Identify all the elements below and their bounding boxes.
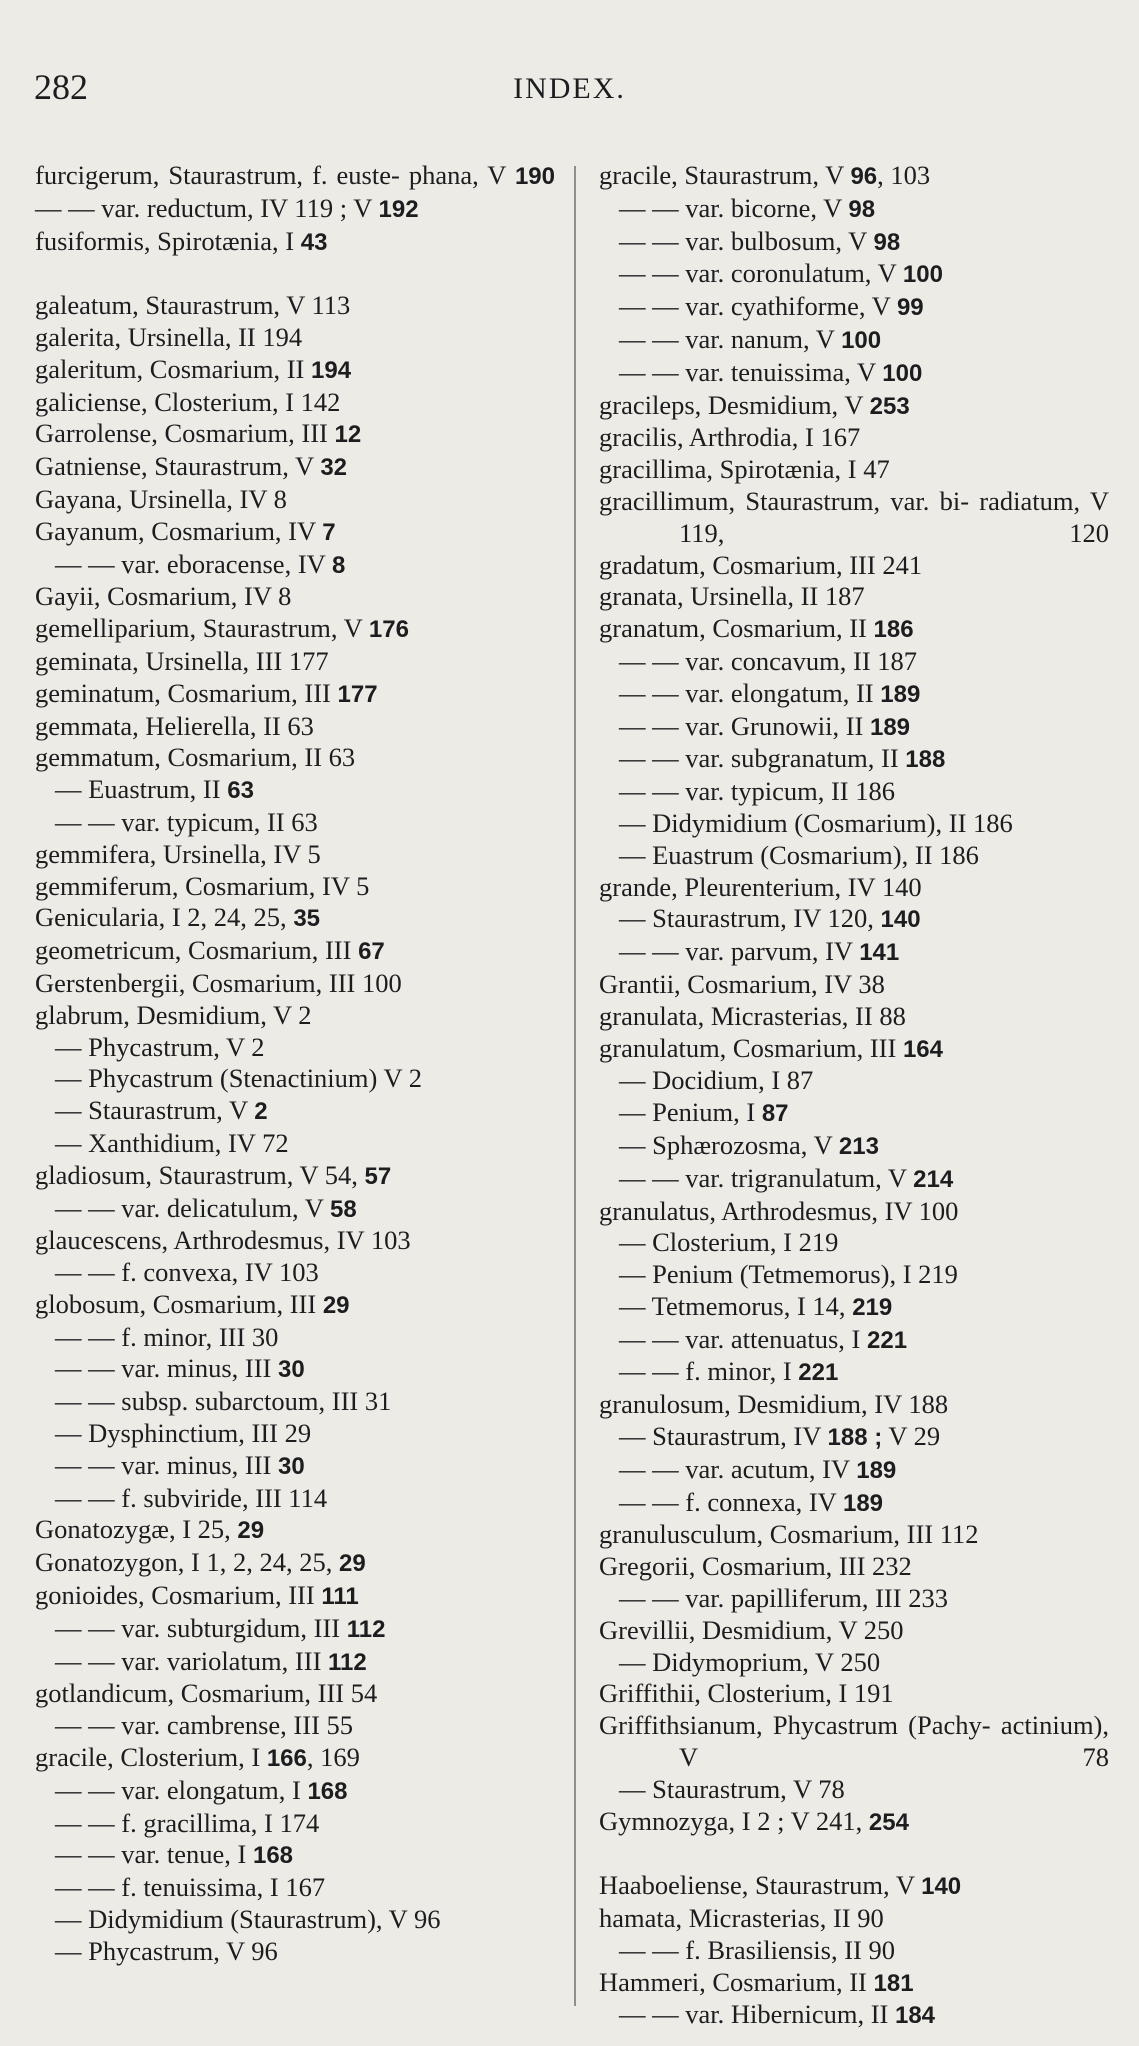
index-entry: [35, 418, 555, 451]
index-entry: [35, 1418, 555, 1450]
entry-text: — — var. attenuatus, I: [619, 1323, 868, 1354]
index-entry: [599, 808, 1109, 840]
index-entry: [35, 1322, 555, 1354]
entry-text: Griffithii, Closterium, I 191: [599, 1678, 894, 1709]
entry-bold-page: 58: [330, 1195, 357, 1223]
entry-text: galeatum, Staurastrum, V 113: [35, 290, 351, 321]
index-entry: [599, 872, 1109, 904]
entry-bold-page: 111: [321, 1583, 359, 1611]
index-entry: [35, 935, 555, 968]
entry-text: gracillimum, Staurastrum, var. bi-: [599, 485, 970, 516]
entry-bold-page: 112: [346, 1615, 386, 1643]
index-entry: [35, 1257, 555, 1289]
index-entry: [599, 613, 1109, 646]
index-entry: [599, 1519, 1109, 1551]
entry-text: — Phycastrum (Stenactinium) V 2: [55, 1063, 423, 1094]
index-entry: [599, 486, 1109, 550]
entry-text: granulusculum, Cosmarium, III 112: [599, 1519, 979, 1550]
entry-text: glabrum, Desmidium, V 2: [35, 999, 312, 1030]
entry-bold-page: 29: [322, 1291, 350, 1319]
entry-bold-page: 184: [894, 2002, 936, 2030]
entry-bold-page: 29: [237, 1517, 265, 1545]
index-entry: [599, 1487, 1109, 1520]
entry-text: — — var. Grunowii, II: [619, 710, 870, 741]
entry-text: gemmiferum, Cosmarium, IV 5: [35, 870, 370, 901]
index-entry: [35, 516, 555, 549]
index-entry: [35, 902, 555, 935]
entry-text: — — var. cyathiforme, V: [619, 291, 897, 322]
index-entry: [599, 291, 1109, 324]
entry-text: — Dysphinctium, III 29: [55, 1418, 312, 1449]
entry-text: — Phycastrum, V 96: [55, 1935, 278, 1966]
index-entry: [599, 1903, 1109, 1935]
index-entry: [35, 646, 555, 678]
index-entry: [35, 1483, 555, 1515]
index-entry: [599, 1324, 1109, 1357]
entry-bold-page: 166: [266, 1745, 307, 1773]
index-entry: [35, 1646, 555, 1679]
index-entry: [35, 581, 555, 613]
entry-text: — — var. reductum, IV 119 ; V: [35, 192, 372, 223]
entry-bold-page: 63: [227, 777, 254, 805]
entry-text: galeritum, Cosmarium, II: [35, 353, 311, 384]
index-entry: [35, 1450, 555, 1483]
index-entry: [599, 1421, 1109, 1454]
entry-text: Gatniense, Staurastrum, V: [35, 451, 321, 482]
entry-bold-page: 164: [902, 1035, 943, 1063]
entry-text: gracile, Closterium, I: [35, 1742, 267, 1773]
entry-bold-page: 100: [902, 261, 943, 289]
index-entry: [599, 1870, 1109, 1903]
entry-text: — — var. bulbosum, V: [619, 225, 874, 256]
entry-bold-page: 221: [867, 1326, 908, 1354]
entry-bold-page: 30: [278, 1356, 305, 1384]
index-entry: [599, 1097, 1109, 1130]
entry-text: Grantii, Cosmarium, IV 38: [599, 968, 885, 999]
entry-bold-page: 99: [896, 294, 924, 322]
index-entry: [35, 1742, 555, 1775]
entry-text: — Euastrum, II: [55, 774, 228, 805]
index-entry: [599, 390, 1109, 423]
index-entry: [35, 1872, 555, 1904]
entry-bold-page: 189: [880, 680, 921, 708]
index-entry: [35, 1000, 555, 1032]
index-entry: [35, 711, 555, 743]
entry-text: — — var. typicum, II 63: [55, 806, 318, 837]
entry-text: gracile, Staurastrum, V: [599, 160, 851, 190]
index-entry: [599, 1065, 1109, 1097]
entry-text: — Didymidium (Staurastrum), V 96: [55, 1904, 441, 1935]
left-column: [35, 160, 555, 1968]
entry-text: Gayana, Ursinella, IV 8: [35, 483, 287, 514]
entry-text: — — f. convexa, IV 103: [55, 1257, 319, 1288]
index-entry: [599, 1678, 1109, 1710]
entry-bold-page: 67: [358, 938, 385, 966]
entry-bold-page: 140: [921, 1873, 962, 1901]
entry-text: — — var. minus, III: [55, 1353, 279, 1384]
entry-bold-page: 189: [842, 1489, 884, 1517]
index-entry: [599, 1033, 1109, 1066]
index-entry: [599, 840, 1109, 872]
entry-text: fusiformis, Spirotænia, I: [35, 225, 301, 256]
entry-text-cont: phana, V: [408, 160, 515, 190]
index-entry: [599, 711, 1109, 744]
entry-text: — — var. minus, III: [55, 1449, 279, 1480]
entry-text: — — f. minor, I: [619, 1356, 799, 1387]
entry-text: Griffithsianum, Phycastrum (Pachy-: [599, 1710, 991, 1741]
index-entry: [599, 1196, 1109, 1228]
index-entry: [599, 1163, 1109, 1196]
entry-bold-page: 100: [882, 359, 923, 387]
index-entry: [599, 1967, 1109, 2000]
entry-text: Gonatozygæ, I 25,: [35, 1514, 238, 1545]
entry-text: gemmata, Helierella, II 63: [35, 710, 314, 741]
index-entry: [599, 1806, 1109, 1839]
index-entry: [35, 226, 555, 259]
index-entry: [599, 1774, 1109, 1806]
index-entry: [599, 160, 1109, 193]
entry-text: — — var. cambrense, III 55: [55, 1710, 354, 1741]
entry-text: gradatum, Cosmarium, III 241: [599, 549, 923, 580]
index-entry: [599, 646, 1109, 678]
entry-text: — — var. elongatum, II: [619, 677, 881, 708]
index-entry: [35, 1128, 555, 1160]
index-entry: [599, 1259, 1109, 1291]
entry-text: — — var. subturgidum, III: [55, 1612, 347, 1643]
entry-text: — — subsp. subarctoum, III 31: [55, 1386, 392, 1417]
entry-text: — — var. variolatum, III: [55, 1645, 329, 1676]
entry-text-cont: actinium), V 78: [679, 1710, 1110, 1773]
index-entry: [599, 1389, 1109, 1421]
entry-text: — — var. coronulatum, V: [619, 258, 903, 289]
index-entry: [35, 1547, 555, 1580]
entry-bold-page: 43: [300, 228, 328, 256]
entry-bold-page: 192: [378, 195, 419, 223]
index-entry: [599, 1227, 1109, 1259]
index-entry: [35, 839, 555, 871]
entry-bold-page: 189: [856, 1456, 897, 1484]
index-entry: [35, 678, 555, 711]
entry-text: globosum, Cosmarium, III: [35, 1288, 323, 1319]
index-entry: [35, 290, 555, 322]
entry-text: galiciense, Closterium, I 142: [35, 386, 341, 417]
entry-bold-page: 188 ;: [827, 1424, 883, 1452]
entry-text: Genicularia, I 2, 24, 25,: [35, 902, 294, 933]
index-entry: [35, 1063, 555, 1095]
index-entry: [35, 1514, 555, 1547]
entry-text: Haaboeliense, Staurastrum, V: [599, 1870, 922, 1901]
entry-text: gonioides, Cosmarium, III: [35, 1580, 322, 1611]
running-head: INDEX.: [513, 72, 626, 105]
index-entry: [35, 613, 555, 646]
entry-text-cont: radiatum, V 119, 120: [679, 485, 1109, 548]
entry-text: — — f. gracillima, I 174: [55, 1807, 320, 1838]
entry-bold-page: 177: [337, 680, 378, 708]
index-entry: [599, 1647, 1109, 1679]
entry-bold-page: 254: [868, 1808, 909, 1836]
page-number: 282: [34, 67, 88, 107]
entry-text: — — f. Brasiliensis, II 90: [619, 1934, 896, 1965]
entry-text: — — var. concavum, II 187: [619, 645, 918, 676]
entry-text: — — var. tenuissima, V: [619, 356, 883, 387]
entry-text: Gerstenbergii, Cosmarium, III 100: [35, 967, 402, 998]
entry-text: geminatum, Cosmarium, III: [35, 677, 338, 708]
entry-bold-page: 7: [322, 518, 336, 546]
index-entry: [599, 357, 1109, 390]
entry-text: gemelliparium, Staurastrum, V: [35, 613, 369, 644]
index-entry: [599, 1001, 1109, 1033]
entry-text: Gayii, Cosmarium, IV 8: [35, 581, 292, 612]
entry-bold-page: 221: [798, 1359, 839, 1387]
entry-text: granata, Ursinella, II 187: [599, 581, 865, 612]
entry-text: — Staurastrum, IV: [619, 1421, 828, 1452]
entry-bold-page: 30: [278, 1452, 305, 1480]
entry-text: Gayanum, Cosmarium, IV: [35, 515, 323, 546]
index-entry: [35, 1160, 555, 1193]
entry-text: granulata, Micrasterias, II 88: [599, 1000, 906, 1031]
index-entry: [35, 1710, 555, 1742]
entry-text: furcigerum, Staurastrum, f. euste-: [35, 160, 400, 190]
entry-text: — Sphærozosma, V: [619, 1129, 839, 1160]
entry-text: gemmatum, Cosmarium, II 63: [35, 742, 356, 773]
column-divider: [574, 166, 576, 2006]
entry-bold-page: 141: [859, 939, 900, 967]
entry-text: — — var. subgranatum, II: [619, 743, 906, 774]
entry-bold-page: 8: [331, 551, 346, 579]
entry-text: Garrolense, Cosmarium, III: [35, 418, 335, 449]
entry-text: gotlandicum, Cosmarium, III 54: [35, 1678, 378, 1709]
entry-text: geometricum, Cosmarium, III: [35, 935, 359, 966]
entry-bold-page: 35: [293, 905, 321, 933]
entry-text: — — var. parvum, IV: [619, 936, 860, 967]
entry-text: gracilis, Arthrodia, I 167: [599, 422, 861, 453]
index-entry: [35, 1678, 555, 1710]
entry-text: — — var. trigranulatum, V: [619, 1162, 914, 1193]
index-entry: [599, 324, 1109, 357]
index-entry: [599, 1710, 1109, 1774]
entry-text: Gregorii, Cosmarium, III 232: [599, 1551, 912, 1582]
entry-text: galerita, Ursinella, II 194: [35, 321, 303, 352]
index-entry: [599, 1454, 1109, 1487]
entry-text: grande, Pleurenterium, IV 140: [599, 871, 922, 902]
entry-text: — — var. typicum, II 186: [619, 776, 895, 807]
index-entry: [35, 1904, 555, 1936]
index-entry: [35, 354, 555, 387]
entry-bold-page: 29: [338, 1550, 366, 1578]
entry-text: — Staurastrum, V 78: [619, 1773, 845, 1804]
index-entry: [35, 871, 555, 903]
entry-text: geminata, Ursinella, III 177: [35, 645, 329, 676]
entry-text: Hammeri, Cosmarium, II: [599, 1966, 874, 1997]
index-entry: [35, 1353, 555, 1386]
entry-text: Grevillii, Desmidium, V 250: [599, 1614, 904, 1645]
index-entry: [35, 1808, 555, 1840]
entry-text: gladiosum, Staurastrum, V 54,: [35, 1159, 365, 1190]
index-entry: [599, 969, 1109, 1001]
entry-text: Gymnozyga, I 2 ; V 241,: [599, 1805, 869, 1836]
index-entry: [599, 776, 1109, 808]
entry-text-after: V 29: [882, 1421, 941, 1452]
index-entry: [35, 1289, 555, 1322]
entry-text: — — f. connexa, IV: [619, 1486, 843, 1517]
index-entry: [599, 903, 1109, 936]
index-entry: [599, 1999, 1109, 2032]
entry-text: — — var. papilliferum, III 233: [619, 1583, 948, 1614]
entry-text: — — var. nanum, V: [619, 323, 842, 354]
index-entry: [35, 322, 555, 354]
entry-text: — — var. eboracense, IV: [55, 548, 332, 579]
entry-text: — Staurastrum, IV 120,: [619, 903, 881, 934]
index-entry: [35, 484, 555, 516]
entry-bold-page: 32: [320, 454, 348, 482]
index-entry: [35, 549, 555, 582]
entry-text: glaucescens, Arthrodesmus, IV 103: [35, 1225, 411, 1256]
entry-text: — — f. subviride, III 114: [55, 1482, 328, 1513]
index-entry: [599, 1291, 1109, 1324]
index-entry: [599, 1356, 1109, 1389]
index-entry: [35, 807, 555, 839]
entry-bold-page: 140: [880, 906, 921, 934]
index-entry: [599, 258, 1109, 291]
index-entry: [599, 678, 1109, 711]
index-entry: [599, 1615, 1109, 1647]
entry-bold-page: 57: [364, 1162, 392, 1190]
index-entry: [599, 1130, 1109, 1163]
entry-text: granulatus, Arthrodesmus, IV 100: [599, 1195, 959, 1226]
index-entry: [599, 454, 1109, 486]
entry-text: — Docidium, I 87: [619, 1065, 814, 1096]
entry-text: granulatum, Cosmarium, III: [599, 1032, 903, 1063]
entry-text: — — var. tenue, I: [55, 1839, 253, 1870]
entry-bold-page: 219: [852, 1293, 893, 1321]
entry-text: Gonatozygon, I 1, 2, 24, 25,: [35, 1547, 339, 1578]
entry-bold-page: 214: [913, 1165, 954, 1193]
index-entry: [35, 1095, 555, 1128]
index-entry: [35, 1386, 555, 1418]
index-entry: [35, 160, 555, 193]
entry-bold-page: 213: [838, 1132, 879, 1160]
index-entry: [599, 743, 1109, 776]
entry-text: gracileps, Desmidium, V: [599, 389, 870, 420]
index-entry: [599, 550, 1109, 582]
index-entry: [599, 193, 1109, 226]
entry-bold-page: 96: [850, 163, 878, 190]
entry-bold-page: 2: [254, 1098, 268, 1126]
entry-text: — — var. Hibernicum, II: [619, 1999, 895, 2030]
entry-text: hamata, Micrasterias, II 90: [599, 1903, 884, 1934]
entry-text: — Euastrum (Cosmarium), II 186: [619, 839, 979, 870]
entry-bold-page: 186: [873, 616, 914, 644]
entry-text: — Staurastrum, V: [55, 1095, 255, 1126]
entry-text: — — var. elongatum, I: [55, 1774, 308, 1805]
section-gap: [35, 258, 555, 290]
entry-bold-page: 190: [514, 163, 555, 190]
index-entry: [35, 774, 555, 807]
entry-bold-page: 98: [873, 228, 901, 256]
index-entry: [35, 1032, 555, 1064]
entry-text: — — f. tenuissima, I 167: [55, 1872, 326, 1903]
entry-text: — — var. acutum, IV: [619, 1453, 857, 1484]
entry-bold-page: 12: [334, 421, 362, 449]
entry-text: — Xanthidium, IV 72: [55, 1127, 289, 1158]
index-entry: [35, 1193, 555, 1226]
entry-text: — Didymidium (Cosmarium), II 186: [619, 807, 1013, 838]
entry-text: granulosum, Desmidium, IV 188: [599, 1389, 949, 1420]
index-entry: [35, 1936, 555, 1968]
entry-text: granatum, Cosmarium, II: [599, 613, 874, 644]
entry-text: — — var. bicorne, V: [619, 192, 849, 223]
index-entry: [599, 581, 1109, 613]
right-column: [599, 160, 1109, 2032]
entry-bold-page: 112: [328, 1648, 367, 1676]
index-entry: [599, 936, 1109, 969]
entry-text-after: , 169: [306, 1742, 360, 1773]
entry-text: — Tetmemorus, I 14,: [619, 1290, 853, 1321]
index-entry: [35, 968, 555, 1000]
index-entry: [35, 1225, 555, 1257]
index-entry: [35, 1580, 555, 1613]
entry-bold-page: 176: [368, 616, 409, 644]
entry-bold-page: 253: [869, 392, 910, 420]
entry-bold-page: 98: [848, 195, 876, 223]
entry-bold-page: 100: [841, 326, 882, 354]
index-entry: [599, 226, 1109, 259]
entry-bold-page: 188: [905, 746, 946, 774]
entry-bold-page: 168: [307, 1777, 348, 1805]
entry-text: gemmifera, Ursinella, IV 5: [35, 838, 321, 869]
index-entry: [599, 1551, 1109, 1583]
entry-text: — Penium, I: [619, 1097, 762, 1128]
entry-text: gracillima, Spirotænia, I 47: [599, 454, 890, 485]
entry-bold-page: 87: [761, 1100, 789, 1128]
section-gap: [599, 1838, 1109, 1870]
index-entry: [35, 451, 555, 484]
entry-text: — Phycastrum, V 2: [55, 1031, 265, 1062]
index-entry: [599, 1583, 1109, 1615]
entry-text-after: , 103: [877, 160, 931, 190]
entry-text: — Penium (Tetmemorus), I 219: [619, 1259, 958, 1290]
index-entry: [35, 1775, 555, 1808]
entry-bold-page: 168: [252, 1842, 294, 1870]
index-entry: [35, 1613, 555, 1646]
entry-text: — — f. minor, III 30: [55, 1321, 279, 1352]
index-entry: [35, 387, 555, 419]
entry-bold-page: 181: [873, 1969, 914, 1997]
entry-text: — — var. delicatulum, V: [55, 1192, 331, 1223]
entry-bold-page: 194: [311, 356, 352, 384]
index-entry: [35, 742, 555, 774]
entry-text: — Didymoprium, V 250: [619, 1646, 881, 1677]
entry-bold-page: 189: [869, 713, 911, 741]
entry-text: — Closterium, I 219: [619, 1227, 839, 1258]
index-entry: [35, 193, 555, 226]
index-entry: [599, 422, 1109, 454]
index-entry: [35, 1839, 555, 1872]
index-entry: [599, 1935, 1109, 1967]
